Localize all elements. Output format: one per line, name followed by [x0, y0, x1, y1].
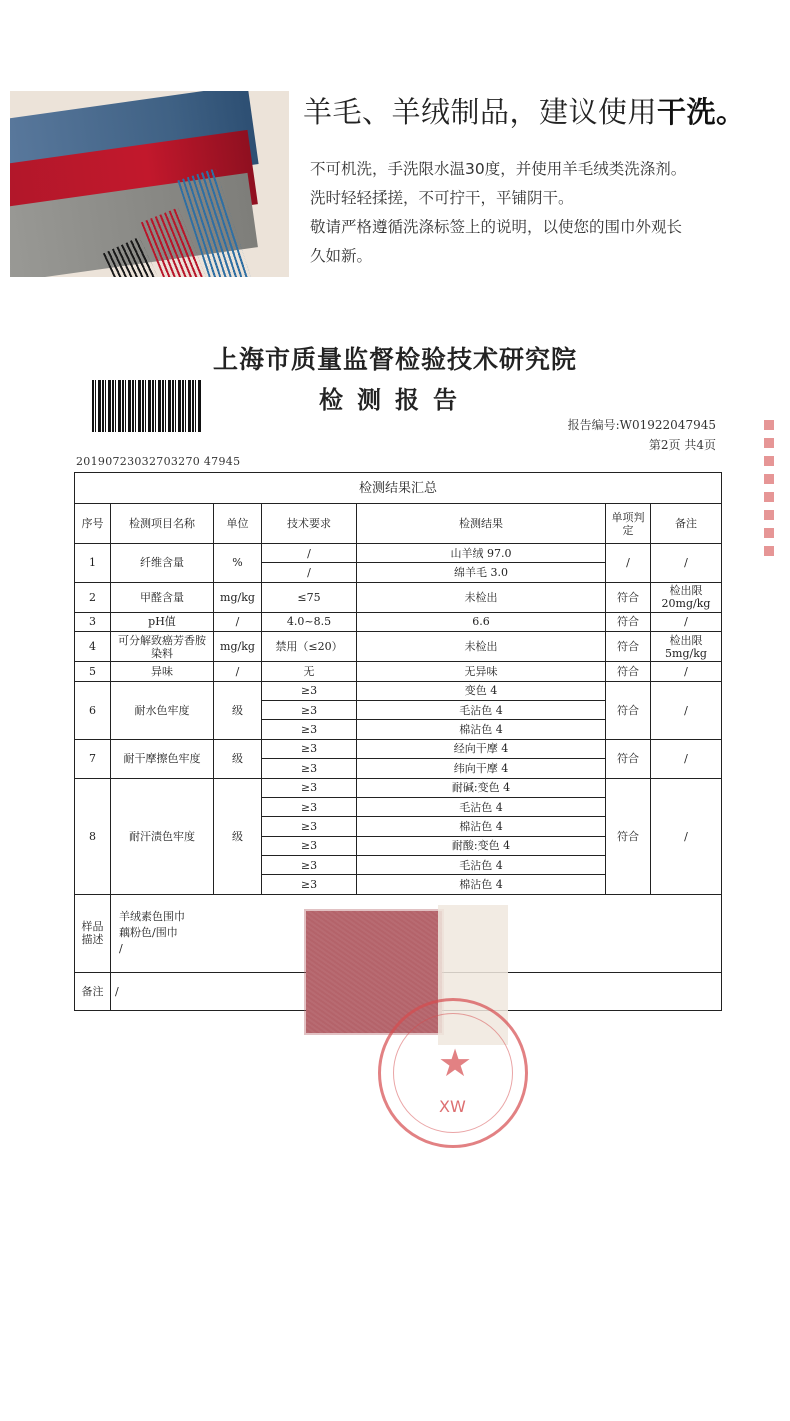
- table-row: ≥3 毛沾色 4: [75, 700, 722, 719]
- table-row: 4 可分解致癌芳香胺染料 mg/kg 禁用（≤20） 未检出 符合 检出限5mg/kg: [75, 632, 722, 662]
- table-row: 2 甲醛含量 mg/kg ≤75 未检出 符合 检出限20mg/kg: [75, 582, 722, 612]
- test-report: [0, 320, 790, 1420]
- col-header-judgement: 单项判定: [606, 504, 651, 544]
- report-number: 报告编号:W01922047945: [567, 418, 716, 432]
- care-line: 不可机洗，手洗限水温30度，并使用羊毛绒类洗涤剂。: [310, 160, 687, 178]
- table-header-row: [75, 504, 722, 544]
- table-row: ≥3 耐酸:变色 4: [75, 836, 722, 855]
- table-row: 8 耐汗渍色牢度 级 ≥3 耐碱:变色 4 符合 /: [75, 778, 722, 797]
- table-row: ≥3 棉沾色 4: [75, 875, 722, 894]
- col-header-result: 检测结果: [357, 504, 606, 544]
- inspection-seal: [378, 998, 528, 1148]
- col-header-note: 备注: [651, 504, 722, 544]
- table-row: 6 耐水色牢度 级 ≥3 变色 4 符合 /: [75, 681, 722, 700]
- page-info: 第2页 共4页: [648, 438, 716, 452]
- table-row: ≥3 棉沾色 4: [75, 720, 722, 739]
- col-header-unit: 单位: [214, 504, 262, 544]
- care-line: 久如新。: [310, 247, 373, 265]
- seal-code: XW: [439, 1097, 466, 1116]
- care-line: 敬请严格遵循洗涤标签上的说明，以使您的围巾外观长: [310, 218, 683, 236]
- table-row: ≥3 毛沾色 4: [75, 856, 722, 875]
- care-heading-emphasis: 干洗。: [657, 95, 746, 129]
- table-row: ≥3 棉沾色 4: [75, 817, 722, 836]
- table-row: ≥3 毛沾色 4: [75, 797, 722, 816]
- table-caption: 检测结果汇总: [75, 473, 722, 504]
- sample-label: 样品描述: [75, 894, 111, 972]
- barcode-number: 20190723032703270 47945: [76, 455, 241, 468]
- care-line: 洗时轻轻揉搓，不可拧干，平铺阴干。: [310, 189, 574, 207]
- table-row: / 绵羊毛 3.0: [75, 563, 722, 582]
- col-header-item: 检测项目名称: [111, 504, 214, 544]
- remark-label: 备注: [75, 972, 111, 1010]
- report-title: 检测报告: [319, 385, 471, 414]
- care-heading: 羊毛、羊绒制品，建议使用干洗。: [303, 95, 746, 129]
- table-row: ≥3 纬向干摩 4: [75, 759, 722, 778]
- institute-name: 上海市质量监督检验技术研究院: [212, 345, 577, 374]
- scarf-photo: [10, 91, 289, 277]
- table-row: 5 异味 / 无 无异味 符合 /: [75, 662, 722, 681]
- star-icon: ★: [438, 1041, 473, 1085]
- table-row: 1 纤维含量 % / 山羊绒 97.0 / /: [75, 544, 722, 563]
- remark-value: /: [111, 972, 722, 1010]
- side-seal-mark: [764, 420, 774, 560]
- table-row: 3 pH值 / 4.0~8.5 6.6 符合 /: [75, 612, 722, 631]
- care-text: [310, 155, 780, 271]
- table-row: 7 耐干摩擦色牢度 级 ≥3 经向干摩 4 符合 /: [75, 739, 722, 758]
- col-header-requirement: 技术要求: [262, 504, 357, 544]
- col-header-seq: 序号: [75, 504, 111, 544]
- care-instructions-section: [0, 0, 790, 300]
- sample-description: 羊绒素色围巾 藕粉色/围巾 /: [111, 894, 722, 972]
